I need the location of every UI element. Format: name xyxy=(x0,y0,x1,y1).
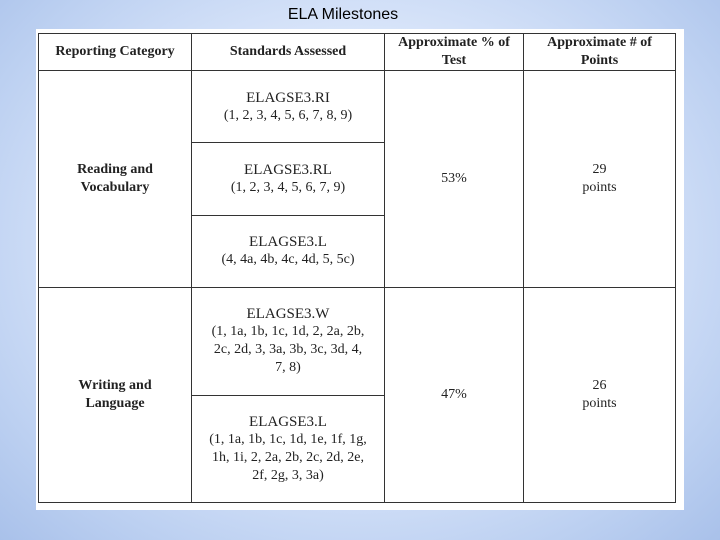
header-points-line2: Points xyxy=(580,53,619,69)
header-percent-line1: Approximate % of xyxy=(398,35,510,51)
standard-items-line: 2f, 2g, 3, 3a) xyxy=(252,467,324,483)
category-line1: Reading and xyxy=(77,162,153,178)
header-approx-percent xyxy=(385,34,524,71)
milestones-table xyxy=(38,33,676,503)
standard-items: (4, 4a, 4b, 4c, 4d, 5, 5c) xyxy=(221,252,355,268)
category-line1: Writing and xyxy=(78,378,152,394)
standard-code: ELAGSE3.RL xyxy=(244,162,332,179)
table-header-row xyxy=(39,34,676,71)
standard-items-line: 1h, 1i, 2, 2a, 2b, 2c, 2d, 2e, xyxy=(211,449,365,465)
header-standards-assessed: Standards Assessed xyxy=(192,34,385,71)
standard-code: ELAGSE3.RI xyxy=(246,89,330,106)
standard-code: ELAGSE3.L xyxy=(249,413,327,430)
points-cell xyxy=(524,71,676,288)
standard-items-line: 2c, 2d, 3, 3a, 3b, 3c, 3d, 4, xyxy=(213,342,363,358)
category-line2: Vocabulary xyxy=(80,180,150,196)
points-value: 26 xyxy=(592,378,607,394)
percent-cell: 47% xyxy=(385,288,524,503)
standard-items-line: (1, 1a, 1b, 1c, 1d, 2, 2a, 2b, xyxy=(211,324,365,340)
table-row xyxy=(39,71,676,143)
header-approx-points xyxy=(524,34,676,71)
document-page xyxy=(36,29,684,510)
table-row xyxy=(39,288,676,395)
standard-items: (1, 2, 3, 4, 5, 6, 7, 8, 9) xyxy=(223,107,353,123)
points-unit: points xyxy=(582,180,617,196)
standard-cell xyxy=(192,71,385,143)
header-points-line1: Approximate # of xyxy=(547,35,652,51)
standard-items-line: 7, 8) xyxy=(275,360,301,376)
points-unit: points xyxy=(582,396,617,412)
slide-title: ELA Milestones xyxy=(287,6,399,23)
category-writing-language xyxy=(39,288,192,503)
category-line2: Language xyxy=(85,396,145,412)
standard-items: (1, 2, 3, 4, 5, 6, 7, 9) xyxy=(230,180,346,196)
standard-cell xyxy=(192,395,385,503)
standard-code: ELAGSE3.L xyxy=(249,234,327,251)
points-value: 29 xyxy=(592,162,607,178)
percent-cell: 53% xyxy=(385,71,524,288)
header-reporting-category: Reporting Category xyxy=(39,34,192,71)
header-percent-line2: Test xyxy=(441,53,467,69)
standard-code: ELAGSE3.W xyxy=(246,306,330,323)
points-cell xyxy=(524,288,676,503)
standard-cell xyxy=(192,288,385,395)
standard-cell xyxy=(192,215,385,287)
standard-items-line: (1, 1a, 1b, 1c, 1d, 1e, 1f, 1g, xyxy=(209,431,367,447)
standard-cell xyxy=(192,143,385,215)
category-reading-vocabulary xyxy=(39,71,192,288)
